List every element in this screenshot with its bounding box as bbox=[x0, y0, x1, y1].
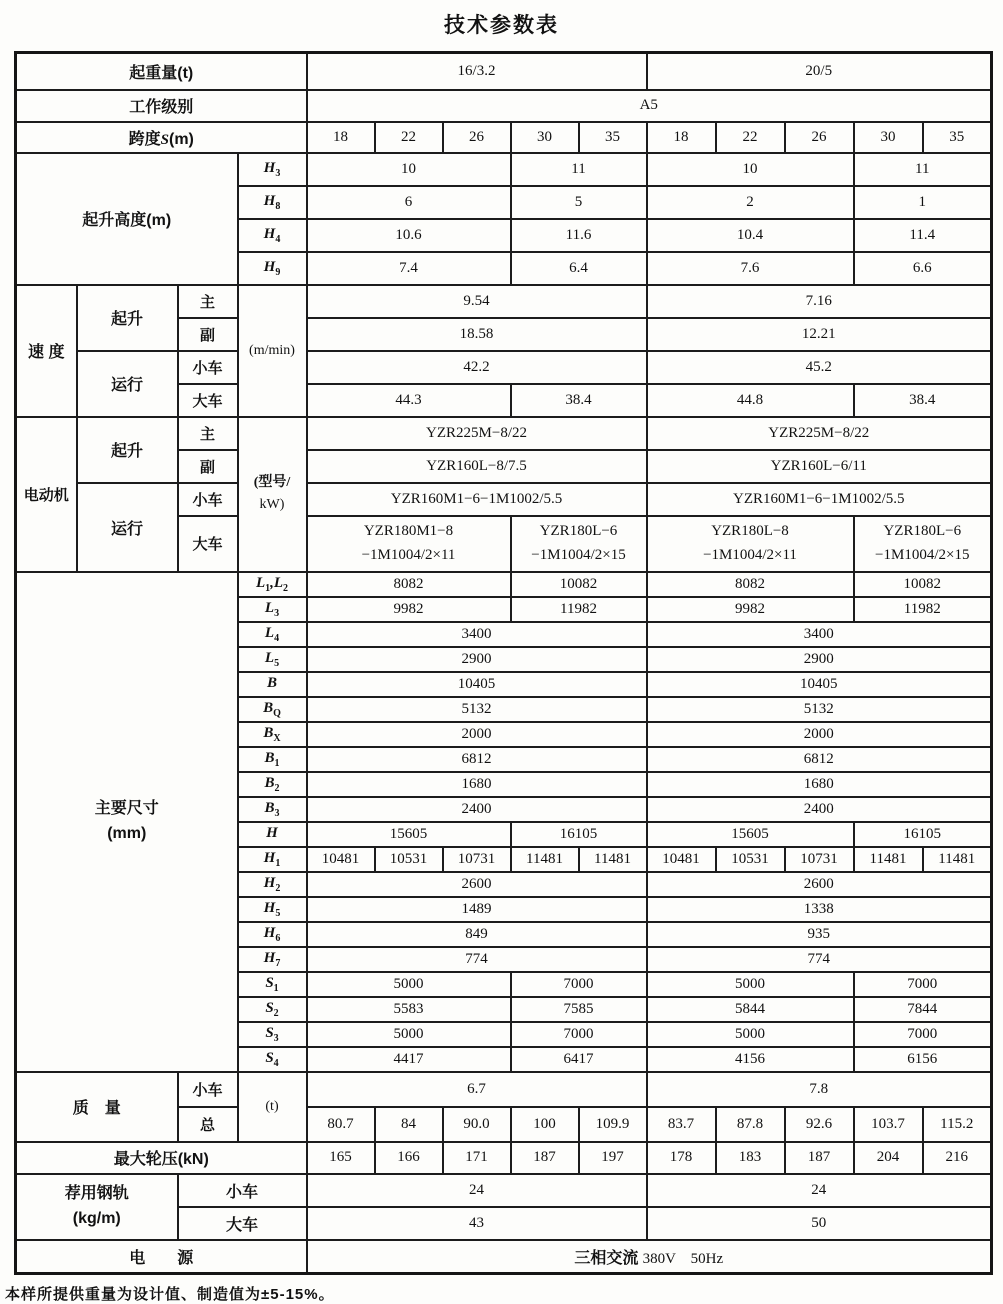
height-value-cell: 5 bbox=[511, 186, 647, 219]
height-value-cell: 10 bbox=[307, 153, 511, 186]
dim-param-cell: $S_3$ bbox=[238, 1022, 307, 1047]
height-param-cell: $H_8$ bbox=[238, 186, 307, 219]
speed-row-label-cell: 小车 bbox=[178, 351, 238, 384]
rail-value-cell: 50 bbox=[647, 1207, 992, 1240]
dim-param-cell: $H_1$ bbox=[238, 847, 307, 872]
dim-param-cell: $B_1$ bbox=[238, 747, 307, 772]
dim-param-cell: $L_4$ bbox=[238, 622, 307, 647]
dim-param-cell: $S_4$ bbox=[238, 1047, 307, 1072]
dim-param-cell: $B_Q$ bbox=[238, 697, 307, 722]
mass-value-cell: 84 bbox=[375, 1107, 443, 1142]
dim-param-cell: $L_5$ bbox=[238, 647, 307, 672]
dim-value-cell: 935 bbox=[647, 922, 992, 947]
dim-value-cell: 11481 bbox=[579, 847, 647, 872]
power-spec-text: 380V 50Hz bbox=[642, 1250, 724, 1267]
rail-value-cell: 24 bbox=[647, 1174, 992, 1207]
height-value-cell: 11 bbox=[511, 153, 647, 186]
wheel-load-value-cell: 166 bbox=[375, 1142, 443, 1174]
dim-value-cell: 2400 bbox=[647, 797, 992, 822]
dim-value-cell: 8082 bbox=[307, 572, 511, 597]
span-header-cell: 18 bbox=[647, 122, 716, 153]
height-param-cell: $H_9$ bbox=[238, 252, 307, 285]
motor-row-label-cell: 副 bbox=[178, 450, 238, 483]
dim-value-cell: 10481 bbox=[647, 847, 716, 872]
dim-value-cell: 7000 bbox=[854, 1022, 992, 1047]
speed-value-cell: 12.21 bbox=[647, 318, 992, 351]
capacity-value-cell: 20/5 bbox=[647, 53, 992, 90]
mass-value-cell: 80.7 bbox=[307, 1107, 375, 1142]
dim-value-cell: 5000 bbox=[647, 972, 854, 997]
height-value-cell: 11 bbox=[854, 153, 992, 186]
dim-param-cell: $L_3$ bbox=[238, 597, 307, 622]
dim-value-cell: 10531 bbox=[375, 847, 443, 872]
dim-param-cell: $H_7$ bbox=[238, 947, 307, 972]
dim-value-cell: 7000 bbox=[854, 972, 992, 997]
span-header-cell: 35 bbox=[579, 122, 647, 153]
wheel-load-value-cell: 197 bbox=[579, 1142, 647, 1174]
span-header-cell: 22 bbox=[716, 122, 785, 153]
dim-value-cell: 2000 bbox=[647, 722, 992, 747]
power-type-text: 三相交流 bbox=[574, 1249, 639, 1267]
dim-value-cell: 11481 bbox=[511, 847, 579, 872]
dim-value-cell: 5132 bbox=[307, 697, 647, 722]
dim-value-cell: 3400 bbox=[307, 622, 647, 647]
footer-note: 本样所提供重量为设计值、制造值为±5-15%。 bbox=[5, 1286, 335, 1303]
dim-value-cell: 10082 bbox=[854, 572, 992, 597]
mass-value-cell: 7.8 bbox=[647, 1072, 992, 1107]
height-value-cell: 1 bbox=[854, 186, 992, 219]
span-header-cell: 35 bbox=[923, 122, 992, 153]
span-label-symbol: S bbox=[160, 131, 169, 148]
motor-value-cell: YZR160L−6/11 bbox=[647, 450, 992, 483]
dim-value-cell: 10405 bbox=[647, 672, 992, 697]
dim-value-cell: 2000 bbox=[307, 722, 647, 747]
dim-value-cell: 5583 bbox=[307, 997, 511, 1022]
duty-label-cell: 工作级别 bbox=[16, 90, 307, 122]
wheel-load-value-cell: 165 bbox=[307, 1142, 375, 1174]
dim-value-cell: 9982 bbox=[307, 597, 511, 622]
dim-value-cell: 11982 bbox=[511, 597, 647, 622]
span-header-cell: 22 bbox=[375, 122, 443, 153]
span-label-text: 跨度 bbox=[128, 130, 161, 148]
dim-param-cell: $B_3$ bbox=[238, 797, 307, 822]
dim-value-cell: 5844 bbox=[647, 997, 854, 1022]
dim-value-cell: 5000 bbox=[307, 972, 511, 997]
duty-value-cell: A5 bbox=[307, 90, 992, 122]
height-value-cell: 10.4 bbox=[647, 219, 854, 252]
height-param-cell: $H_4$ bbox=[238, 219, 307, 252]
dim-value-cell: 4417 bbox=[307, 1047, 511, 1072]
dim-value-cell: 1680 bbox=[647, 772, 992, 797]
page-title: 技术参数表 bbox=[444, 14, 559, 37]
dim-value-cell: 7844 bbox=[854, 997, 992, 1022]
wheel-load-value-cell: 178 bbox=[647, 1142, 716, 1174]
dims-label-line2: (mm) bbox=[107, 824, 147, 842]
dim-value-cell: 6812 bbox=[647, 747, 992, 772]
motor-unit-line1: (型号/ bbox=[253, 475, 291, 491]
mass-value-cell: 87.8 bbox=[716, 1107, 785, 1142]
motor-value-cell: YZR225M−8/22 bbox=[307, 417, 647, 450]
dim-value-cell: 4156 bbox=[647, 1047, 854, 1072]
dim-value-cell: 11982 bbox=[854, 597, 992, 622]
dim-value-cell: 5000 bbox=[647, 1022, 854, 1047]
speed-value-cell: 38.4 bbox=[511, 384, 647, 417]
height-value-cell: 6.6 bbox=[854, 252, 992, 285]
dim-value-cell: 11481 bbox=[923, 847, 992, 872]
dims-label-line1: 主要尺寸 bbox=[94, 799, 159, 817]
dim-value-cell: 1680 bbox=[307, 772, 647, 797]
mass-value-cell: 90.0 bbox=[443, 1107, 511, 1142]
height-value-cell: 7.4 bbox=[307, 252, 511, 285]
dim-value-cell: 7000 bbox=[511, 972, 647, 997]
mass-section-cell: 质 量 bbox=[16, 1072, 178, 1142]
dim-param-cell: $L_1,L_2$ bbox=[238, 572, 307, 597]
dim-value-cell: 10481 bbox=[307, 847, 375, 872]
height-param-cell: $H_3$ bbox=[238, 153, 307, 186]
motor-group-lift-cell: 起升 bbox=[77, 417, 178, 483]
speed-value-cell: 7.16 bbox=[647, 285, 992, 318]
dim-value-cell: 7000 bbox=[511, 1022, 647, 1047]
speed-value-cell: 18.58 bbox=[307, 318, 647, 351]
height-value-cell: 10.6 bbox=[307, 219, 511, 252]
speed-value-cell: 44.8 bbox=[647, 384, 854, 417]
dim-value-cell: 16105 bbox=[511, 822, 647, 847]
wheel-load-value-cell: 187 bbox=[511, 1142, 579, 1174]
motor-row-label-cell: 小车 bbox=[178, 483, 238, 516]
motor-row-label-cell: 大车 bbox=[178, 516, 238, 572]
height-value-cell: 7.6 bbox=[647, 252, 854, 285]
dim-value-cell: 15605 bbox=[647, 822, 854, 847]
motor-row-label-cell: 主 bbox=[178, 417, 238, 450]
speed-group-travel-cell: 运行 bbox=[77, 351, 178, 417]
dim-param-cell: B bbox=[238, 672, 307, 697]
rail-row-label-cell: 小车 bbox=[178, 1174, 307, 1207]
motor-value-cell: YZR160M1−6−1M1002/5.5 bbox=[307, 483, 647, 516]
dim-value-cell: 774 bbox=[307, 947, 647, 972]
wheel-load-value-cell: 171 bbox=[443, 1142, 511, 1174]
wheel-load-value-cell: 183 bbox=[716, 1142, 785, 1174]
motor-value-cell: YZR225M−8/22 bbox=[647, 417, 992, 450]
speed-value-cell: 38.4 bbox=[854, 384, 992, 417]
wheel-load-value-cell: 216 bbox=[923, 1142, 992, 1174]
height-value-cell: 11.4 bbox=[854, 219, 992, 252]
speed-row-label-cell: 主 bbox=[178, 285, 238, 318]
dim-param-cell: H bbox=[238, 822, 307, 847]
dim-param-cell: $B_X$ bbox=[238, 722, 307, 747]
height-value-cell: 11.6 bbox=[511, 219, 647, 252]
wheel-load-value-cell: 187 bbox=[785, 1142, 854, 1174]
speed-group-lift-cell: 起升 bbox=[77, 285, 178, 351]
motor-section-cell: 电动机 bbox=[16, 417, 77, 572]
dim-value-cell: 8082 bbox=[647, 572, 854, 597]
height-value-cell: 6 bbox=[307, 186, 511, 219]
rail-value-cell: 43 bbox=[307, 1207, 647, 1240]
rail-value-cell: 24 bbox=[307, 1174, 647, 1207]
dim-value-cell: 10531 bbox=[716, 847, 785, 872]
speed-value-cell: 9.54 bbox=[307, 285, 647, 318]
motor-value-cell: YZR180L−6 −1M1004/2×15 bbox=[854, 516, 992, 572]
dim-value-cell: 10731 bbox=[785, 847, 854, 872]
capacity-value-cell: 16/3.2 bbox=[307, 53, 647, 90]
rail-row-label-cell: 大车 bbox=[178, 1207, 307, 1240]
dim-param-cell: $S_2$ bbox=[238, 997, 307, 1022]
motor-value-cell: YZR180L−6 −1M1004/2×15 bbox=[511, 516, 647, 572]
dim-value-cell: 849 bbox=[307, 922, 647, 947]
motor-value-cell: YZR160M1−6−1M1002/5.5 bbox=[647, 483, 992, 516]
dim-value-cell: 2400 bbox=[307, 797, 647, 822]
dim-param-cell: $H_2$ bbox=[238, 872, 307, 897]
wheel-load-label-cell: 最大轮压(kN) bbox=[16, 1142, 307, 1174]
wheel-load-value-cell: 204 bbox=[854, 1142, 923, 1174]
dim-value-cell: 5132 bbox=[647, 697, 992, 722]
speed-value-cell: 42.2 bbox=[307, 351, 647, 384]
span-label-unit: (m) bbox=[168, 130, 194, 148]
speed-row-label-cell: 副 bbox=[178, 318, 238, 351]
dim-value-cell: 774 bbox=[647, 947, 992, 972]
mass-value-cell: 103.7 bbox=[854, 1107, 923, 1142]
height-value-cell: 10 bbox=[647, 153, 854, 186]
mass-value-cell: 83.7 bbox=[647, 1107, 716, 1142]
mass-unit-cell: (t) bbox=[238, 1072, 307, 1142]
span-label-cell bbox=[16, 122, 307, 153]
mass-value-cell: 6.7 bbox=[307, 1072, 647, 1107]
mass-value-cell: 92.6 bbox=[785, 1107, 854, 1142]
speed-value-cell: 45.2 bbox=[647, 351, 992, 384]
power-label-cell: 电 源 bbox=[16, 1240, 307, 1274]
mass-value-cell: 100 bbox=[511, 1107, 579, 1142]
motor-unit-line2: kW) bbox=[259, 497, 285, 512]
dim-value-cell: 3400 bbox=[647, 622, 992, 647]
rail-section-cell bbox=[16, 1174, 178, 1240]
dim-value-cell: 6417 bbox=[511, 1047, 647, 1072]
mass-row-label-cell: 总 bbox=[178, 1107, 238, 1142]
motor-unit-cell bbox=[238, 417, 307, 572]
mass-value-cell: 109.9 bbox=[579, 1107, 647, 1142]
dim-value-cell: 1338 bbox=[647, 897, 992, 922]
dim-value-cell: 2600 bbox=[307, 872, 647, 897]
height-section-cell: 起升高度(m) bbox=[16, 153, 238, 285]
dim-value-cell: 10405 bbox=[307, 672, 647, 697]
dim-param-cell: $S_1$ bbox=[238, 972, 307, 997]
dim-value-cell: 16105 bbox=[854, 822, 992, 847]
dim-value-cell: 5000 bbox=[307, 1022, 511, 1047]
span-header-cell: 30 bbox=[511, 122, 579, 153]
speed-row-label-cell: 大车 bbox=[178, 384, 238, 417]
span-header-cell: 26 bbox=[785, 122, 854, 153]
dim-value-cell: 7585 bbox=[511, 997, 647, 1022]
dim-param-cell: $B_2$ bbox=[238, 772, 307, 797]
dim-value-cell: 10731 bbox=[443, 847, 511, 872]
capacity-label-cell: 起重量(t) bbox=[16, 53, 307, 90]
dim-value-cell: 9982 bbox=[647, 597, 854, 622]
span-header-cell: 18 bbox=[307, 122, 375, 153]
dim-value-cell: 2900 bbox=[307, 647, 647, 672]
speed-unit-cell: (m/min) bbox=[238, 285, 307, 417]
dim-value-cell: 10082 bbox=[511, 572, 647, 597]
dim-value-cell: 11481 bbox=[854, 847, 923, 872]
dim-param-cell: $H_5$ bbox=[238, 897, 307, 922]
rail-label-line2: (kg/m) bbox=[72, 1209, 121, 1227]
dim-value-cell: 6156 bbox=[854, 1047, 992, 1072]
dim-value-cell: 6812 bbox=[307, 747, 647, 772]
rail-label-line1: 荐用钢轨 bbox=[64, 1184, 129, 1202]
dim-value-cell: 2900 bbox=[647, 647, 992, 672]
dim-value-cell: 2600 bbox=[647, 872, 992, 897]
motor-value-cell: YZR180L−8 −1M1004/2×11 bbox=[647, 516, 854, 572]
dim-param-cell: $H_6$ bbox=[238, 922, 307, 947]
dims-section-cell bbox=[16, 572, 238, 1072]
span-header-cell: 26 bbox=[443, 122, 511, 153]
mass-row-label-cell: 小车 bbox=[178, 1072, 238, 1107]
height-value-cell: 6.4 bbox=[511, 252, 647, 285]
dim-value-cell: 1489 bbox=[307, 897, 647, 922]
span-header-cell: 30 bbox=[854, 122, 923, 153]
motor-value-cell: YZR180M1−8 −1M1004/2×11 bbox=[307, 516, 511, 572]
spec-table bbox=[14, 51, 993, 1275]
speed-value-cell: 44.3 bbox=[307, 384, 511, 417]
height-value-cell: 2 bbox=[647, 186, 854, 219]
speed-section-cell: 速 度 bbox=[16, 285, 77, 417]
dim-value-cell: 15605 bbox=[307, 822, 511, 847]
motor-group-travel-cell: 运行 bbox=[77, 483, 178, 572]
motor-value-cell: YZR160L−8/7.5 bbox=[307, 450, 647, 483]
mass-value-cell: 115.2 bbox=[923, 1107, 992, 1142]
power-value-cell bbox=[307, 1240, 992, 1274]
